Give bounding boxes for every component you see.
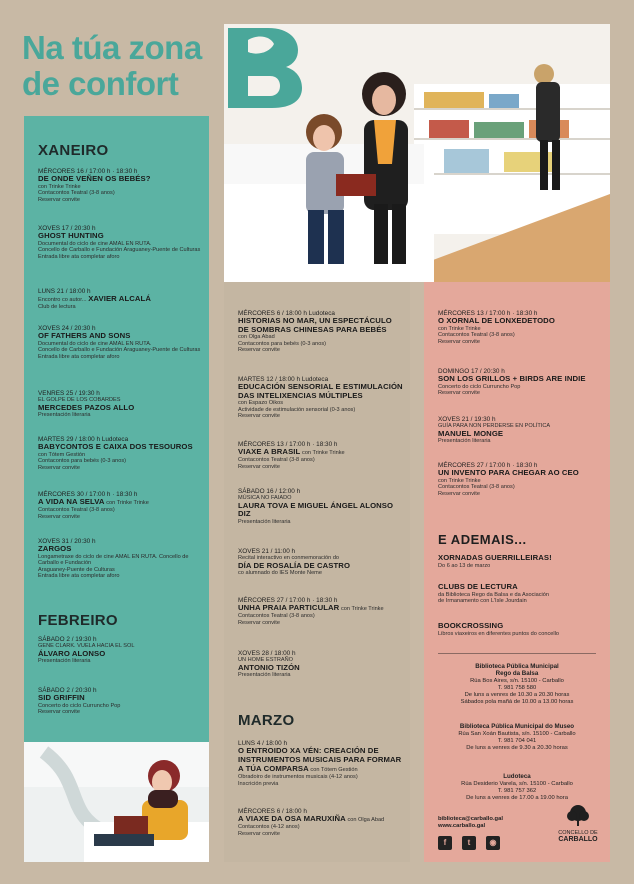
tree-icon (565, 804, 591, 828)
event-line: con Olga Abad (238, 334, 275, 341)
event-title: VIAXE A BRASIL (238, 447, 301, 456)
ademais-item (438, 554, 603, 569)
event-title: DE ONDE VEÑEN OS BEBÉS? (38, 174, 151, 183)
event-line: Presentación literaria (38, 412, 91, 419)
event-pre: EL GOLPE DE LOS COBARDES (38, 397, 121, 403)
column-march (424, 282, 610, 862)
event-line: Concerto do ciclo Currunchо Pop (38, 702, 121, 709)
event-inline: con Tótem Gestión (310, 767, 358, 773)
event-line: Entrada libre ata completar aforo (38, 573, 120, 580)
event-line: Presentación literaria (438, 438, 491, 445)
event-pre: GENE CLARK. VUELA HACIA EL SOL (38, 643, 135, 649)
event-title: ÁLVARO ALONSO (38, 648, 106, 658)
event-title: XAVIER ALCALÁ (88, 294, 151, 303)
event-title: O XORNAL DE LONXEDETODO (438, 316, 555, 325)
event-date: SÁBADO 16 / 12:00 h (238, 488, 301, 495)
event-pre: GUÍA PARA NON PERDERSE EN POLÍTICA (438, 423, 551, 429)
instagram-icon[interactable]: ◉ (486, 836, 500, 850)
event-item (38, 538, 203, 580)
library-line: De luns a venres de 17.00 a 19.00 hora (466, 794, 568, 801)
ademais-item-title: XORNADAS GUERRILLEIRAS! (438, 553, 552, 562)
column-february (224, 282, 410, 862)
event-line: Contacontos Teatral (3-8 anos) (238, 457, 315, 463)
event-date: LUNS 21 / 18:00 h (38, 288, 91, 295)
event-line: con Tótem Gestión (38, 451, 86, 458)
event-date: MÉRCORES 27 / 17:00 h · 18:30 h (238, 597, 338, 604)
ademais-title: E ADEMAIS... (438, 532, 527, 547)
event-title: MERCEDES PAZOS ALLO (38, 402, 135, 412)
column-january (24, 116, 209, 742)
library-info (424, 664, 610, 705)
event-line: Concello de Carballo e Fundación Araguaney-Puente de Culturas (38, 347, 201, 354)
event-title: DÍA DE ROSALÍA DE CASTRO (238, 560, 351, 570)
event-line: Entrada libre ata completar aforo (38, 253, 120, 260)
ademais-item-line: Libros viaxeiros en diferentes puntos do concello (438, 630, 559, 637)
event-date: MARTES 29 / 18:00 h Ludoteca (38, 436, 129, 443)
event-line: Reservar convite (438, 338, 480, 345)
event-inline: con Trinke Trinke (341, 606, 384, 612)
event-line: Documental do ciclo de cine AMAL EN RUTA. (38, 340, 152, 347)
event-line: Reservar convite (38, 196, 80, 203)
event-line: Concello de Carballo e Fundación Araguaney-Puente de Culturas (38, 247, 201, 254)
event-item (38, 390, 203, 419)
library-name: Rego da Balsa (495, 669, 539, 677)
ademais-item (438, 622, 603, 637)
event-title: MANUEL MONGE (438, 428, 504, 438)
library-line: T. 981 757 362 (497, 787, 537, 794)
event-line: Contacontos Teatral (3-8 anos) (38, 507, 115, 513)
event-line: Contacontos Teatral (3-8 anos) (438, 332, 515, 339)
event-item (438, 416, 603, 445)
event-line: Reservar convite (238, 413, 280, 420)
event-date: SÁBADO 2 / 20:30 h (38, 687, 97, 694)
event-inline: con Trinke Trinke (106, 500, 149, 506)
event-date: LUNS 4 / 18:00 h (238, 740, 288, 747)
event-pre: MÚSICA NO FAIADO (238, 495, 292, 501)
event-title: ANTONIO TIZÓN (238, 662, 300, 672)
event-pre: Encontro co autor... (38, 297, 87, 303)
event-line: con Trinke Trinke (438, 477, 481, 484)
event-line: Reservar convite (238, 347, 280, 354)
contact-info (438, 816, 503, 830)
event-line: Club de lectura (38, 304, 76, 310)
event-line: Reservar convite (238, 463, 280, 470)
concello-logo (552, 804, 604, 843)
library-line: T. 981 704 041 (497, 737, 537, 744)
event-item (238, 488, 403, 525)
event-line: Documental do ciclo de cine AMAL EN RUTA. (38, 240, 152, 247)
event-date: MÉRCORES 30 / 17:00 h · 18:30 h (38, 491, 138, 498)
event-title: UN INVENTO PARA CHEGAR AO CEO (438, 468, 579, 477)
event-line: Obradoiro de instrumentos musicais (4-12 anos) (238, 774, 358, 780)
event-date: MÉRCORES 16 / 17:00 h · 18:30 h (38, 168, 138, 175)
event-line: Inscrición previa (238, 780, 279, 787)
event-title: BABYCONTOS E CAIXA DOS TESOUROS (38, 442, 193, 451)
ademais-item-title: CLUBS DE LECTURA (438, 582, 518, 591)
event-title: A VIAXE DA OSA MARUXIÑA (238, 814, 346, 823)
event-title: SON LOS GRILLOS + BIRDS ARE INDIE (438, 374, 586, 383)
event-title: HISTORIAS NO MAR, UN ESPECTÁCULO DE SOMBRAS CHINESAS PARA BEBÉS (238, 316, 392, 334)
event-line: co alumnado do IES Monte Neme (238, 570, 322, 577)
event-line: Actividade de estimulación sensorial (0-3 anos) (238, 406, 356, 413)
event-date: MÉRCORES 6 / 18:00 h (238, 808, 307, 815)
event-pre: Recital interactivo en conmemoración do (238, 555, 340, 561)
event-line: Reservar convite (38, 709, 80, 716)
event-item (438, 310, 603, 345)
event-date: XOVES 28 / 18:00 h (238, 650, 296, 657)
event-item (238, 650, 403, 679)
event-title: EDUCACIÓN SENSORIAL E ESTIMULACIÓN DAS INTELIXENCIAS MÚLTIPLES (238, 382, 403, 400)
event-item (238, 548, 403, 577)
title-line-1: Na túa zona (22, 29, 202, 66)
library-line: De luns a venres de 10.30 a 20.30 horas (464, 691, 570, 698)
event-item (238, 310, 403, 354)
b-logo-icon (224, 26, 304, 110)
event-line: con Trinke Trinke (38, 183, 81, 190)
b-logo (224, 26, 304, 110)
event-line: Contacontos para bebés (0-3 anos) (238, 340, 327, 347)
event-line: Araguaney-Puente de Culturas (38, 566, 115, 573)
library-name: Biblioteca Pública Municipal do Museo (459, 723, 575, 730)
ademais-item-title: BOOKCROSSING (438, 621, 504, 630)
event-item (38, 168, 203, 203)
event-title: SID GRIFFIN (38, 693, 85, 702)
event-line: Reservar convite (38, 513, 80, 520)
event-line: Contacontos Teatral (3-8 anos) (438, 484, 515, 491)
twitter-icon[interactable]: t (462, 836, 476, 850)
event-line: Reservar convite (38, 464, 80, 471)
event-pre: UN HOME ESTRAÑO (238, 657, 294, 663)
event-item (38, 288, 203, 311)
event-title: ZARGOS (38, 544, 72, 553)
library-info (424, 724, 610, 752)
title-line-2: de confort (22, 65, 179, 102)
facebook-icon[interactable]: f (438, 836, 452, 850)
event-line: con Trinke Trinke (438, 325, 481, 332)
library-info (424, 774, 610, 802)
event-date: MÉRCORES 13 / 17:00 h · 18:30 h (438, 310, 538, 317)
library-line: Sábados pola mañá de 10.00 a 13.00 horas (460, 698, 574, 705)
event-date: XOVES 21 / 11:00 h (238, 548, 296, 555)
event-date: SÁBADO 2 / 19:30 h (38, 636, 97, 643)
divider (438, 653, 596, 654)
event-date: MÉRCORES 13 / 17:00 h · 18:30 h (238, 441, 338, 448)
library-name: Ludoteca (503, 773, 531, 780)
event-item (38, 687, 203, 716)
event-line: Contacontos (4-12 anos) (238, 824, 300, 830)
event-line: Reservar convite (238, 830, 280, 837)
event-item (38, 225, 203, 260)
event-line: Reservar convite (238, 619, 280, 626)
event-title: LAURA TOVA E MIGUEL ÁNGEL ALONSO DIZ (238, 500, 394, 519)
event-line: Contacontos Teatral (3-8 anos) (238, 613, 315, 619)
event-item (238, 376, 403, 420)
event-item (438, 368, 603, 397)
ademais-item-line: da Biblioteca Rego da Balsa e da Asociación (438, 591, 550, 598)
contact-email[interactable]: biblioteca@carballo.gal (438, 816, 503, 822)
event-title: UNHA PRAIA PARTICULAR (238, 603, 340, 612)
event-item (438, 462, 603, 497)
event-date: VENRES 25 / 19:30 h (38, 390, 100, 397)
library-name: Biblioteca Pública Municipal (475, 663, 559, 670)
month-febreiro: FEBREIRO (38, 612, 118, 629)
event-item (238, 808, 406, 837)
event-line: Presentación literaria (38, 658, 91, 665)
event-item (238, 740, 406, 787)
library-line: Rúa Desiderio Varela, s/n. 15100 - Carballo (461, 780, 573, 787)
event-line: Presentación literaria (238, 518, 291, 525)
ademais-item (438, 583, 603, 605)
event-inline: con Trinke Trinke (302, 450, 345, 456)
ademais-item-line: de Irmanamento con L'Isle Jourdain (438, 598, 527, 605)
brand-line-1: CONCELLO DE (558, 830, 598, 836)
event-line: Contacontos Teatral (3-8 anos) (38, 190, 115, 197)
event-line: Reservar convite (438, 390, 480, 397)
event-date: DOMINGO 17 / 20:30 h (438, 368, 505, 375)
event-title: O ENTROIDO XA VÉN: CREACIÓN DE INSTRUMENTOS MUSICAIS PARA FORMAR A TÚA COMPARSA (238, 746, 402, 773)
event-item (238, 597, 403, 626)
ademais-item-line: Do 6 ao 13 de marzo (438, 562, 491, 569)
event-line: Reservar convite (438, 490, 480, 497)
library-line: Rúa Bos Aires, s/n. 15100 - Carballo (470, 677, 564, 684)
event-item (38, 491, 203, 520)
month-marzo: MARZO (238, 712, 295, 729)
event-inline: con Olga Abad (347, 817, 385, 823)
event-date: XOVES 21 / 19:30 h (438, 416, 496, 423)
event-line: Contacontos para bebés (0-3 anos) (38, 458, 127, 465)
event-date: MÉRCORES 27 / 17:00 h · 18:30 h (438, 462, 538, 469)
event-line: Entrada libre ata completar aforo (38, 353, 120, 360)
event-line: Presentación literaria (238, 672, 291, 679)
library-line: Rúa San Xoán Bautista, s/n. 15100 - Carballo (458, 730, 576, 737)
event-item (38, 436, 203, 471)
event-date: XOVES 17 / 20:30 h (38, 225, 96, 232)
library-line: De luns a venres de 9.30 a 20.30 horas (466, 744, 568, 751)
month-xaneiro: XANEIRO (38, 142, 109, 159)
reading-photo-illustration (24, 742, 209, 862)
event-date: MARTES 12 / 18:00 h Ludoteca (238, 376, 329, 383)
event-date: XOVES 24 / 20:30 h (38, 325, 96, 332)
reading-photo (24, 742, 209, 862)
event-line: Longametraxe do ciclo de cine AMAL EN RUTA. Concello de Carballo e Fundación (38, 553, 189, 567)
page-title (22, 30, 218, 102)
event-title: A VIDA NA SELVA (38, 497, 105, 506)
library-line: T. 981 758 580 (497, 684, 537, 691)
event-line: con Espazo Oikos (238, 400, 284, 407)
brand-line-2: CARBALLO (558, 836, 598, 843)
event-item (238, 441, 403, 470)
event-item (38, 636, 203, 665)
event-date: MÉRCORES 6 / 18:00 h Ludoteca (238, 310, 335, 317)
event-date: XOVES 31 / 20:30 h (38, 538, 96, 545)
event-title: GHOST HUNTING (38, 231, 104, 240)
event-line: Concerto do ciclo Currunchо Pop (438, 383, 521, 390)
event-item (38, 325, 203, 360)
event-title: OF FATHERS AND SONS (38, 331, 131, 340)
contact-web[interactable]: www.carballo.gal (438, 823, 486, 829)
